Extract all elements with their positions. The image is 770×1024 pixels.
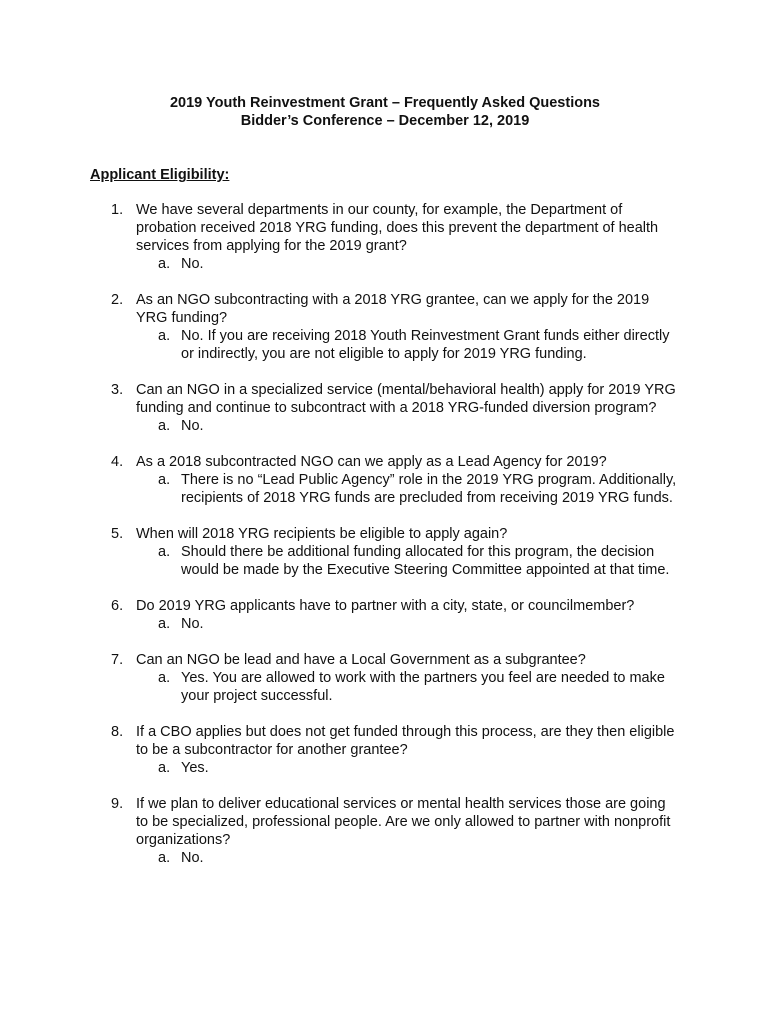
answer [0, 543, 770, 579]
faq-item [0, 453, 770, 507]
answer-text: No. [181, 616, 204, 632]
answer-letter: a. [158, 418, 171, 434]
faq-item [0, 381, 770, 435]
question-number: 7. [111, 652, 124, 668]
faq-item [0, 525, 770, 579]
question-number: 2. [111, 292, 124, 308]
answer-text: There is no “Lead Public Agency” role in the 2019 YRG program. Additionally, recipients of 2018 YRG funds are precluded from receiving 2019 YRG funds. [181, 472, 677, 506]
question-text: If a CBO applies but does not get funded through this process, are they then eligible to be a subcontractor for another grantee? [136, 724, 675, 758]
question-text: Do 2019 YRG applicants have to partner with a city, state, or councilmember? [136, 598, 635, 614]
faq-item [0, 651, 770, 705]
question-number: 6. [111, 598, 124, 614]
faq-item [0, 723, 770, 777]
answer-text: No. [181, 418, 204, 434]
answer-letter: a. [158, 670, 171, 686]
section-heading: Applicant Eligibility: [90, 167, 230, 183]
answer-text: Should there be additional funding allocated for this program, the decision would be made by the Executive Steering Committee appointed at that time. [181, 544, 670, 578]
answer [0, 417, 770, 435]
faq-list [0, 201, 770, 885]
faq-item [0, 597, 770, 633]
answer [0, 255, 770, 273]
question-text: If we plan to deliver educational services or mental health services those are going to be specialized, professional people. Are we only allowed to partner with nonprofit organizations? [136, 796, 671, 848]
question-number: 9. [111, 796, 124, 812]
answer [0, 615, 770, 633]
answer-text: Yes. You are allowed to work with the partners you feel are needed to make your project successful. [181, 670, 665, 704]
question-number: 3. [111, 382, 124, 398]
question-text: Can an NGO be lead and have a Local Government as a subgrantee? [136, 652, 586, 668]
answer [0, 759, 770, 777]
faq-item [0, 795, 770, 867]
answer-text: Yes. [181, 760, 209, 776]
answer-text: No. If you are receiving 2018 Youth Reinvestment Grant funds either directly or indirectly, you are not eligible to apply for 2019 YRG funding. [181, 328, 670, 362]
question-number: 4. [111, 454, 124, 470]
faq-item [0, 291, 770, 363]
title-line-1: 2019 Youth Reinvestment Grant – Frequently Asked Questions [169, 95, 600, 111]
answer-text: No. [181, 256, 204, 272]
answer-letter: a. [158, 472, 171, 488]
title-line-2: Bidder’s Conference – December 12, 2019 [240, 113, 530, 129]
question-number: 1. [111, 202, 124, 218]
question-number: 8. [111, 724, 124, 740]
answer [0, 669, 770, 705]
answer-letter: a. [158, 616, 171, 632]
document-title [0, 94, 770, 130]
faq-item [0, 201, 770, 273]
question-text: We have several departments in our county, for example, the Department of probation received 2018 YRG funding, does this prevent the department of health services from applying for the 2019 grant? [136, 202, 659, 254]
question-text: When will 2018 YRG recipients be eligible to apply again? [136, 526, 508, 542]
answer [0, 471, 770, 507]
answer-letter: a. [158, 850, 171, 866]
question-text: Can an NGO in a specialized service (mental/behavioral health) apply for 2019 YRG funding and continue to subcontract with a 2018 YRG-funded diversion program? [136, 382, 676, 416]
question-text: As an NGO subcontracting with a 2018 YRG grantee, can we apply for the 2019 YRG funding? [136, 292, 650, 326]
answer-text: No. [181, 850, 204, 866]
answer-letter: a. [158, 328, 171, 344]
answer-letter: a. [158, 256, 171, 272]
answer [0, 327, 770, 363]
question-number: 5. [111, 526, 124, 542]
answer-letter: a. [158, 544, 171, 560]
answer [0, 849, 770, 867]
answer-letter: a. [158, 760, 171, 776]
question-text: As a 2018 subcontracted NGO can we apply as a Lead Agency for 2019? [136, 454, 607, 470]
